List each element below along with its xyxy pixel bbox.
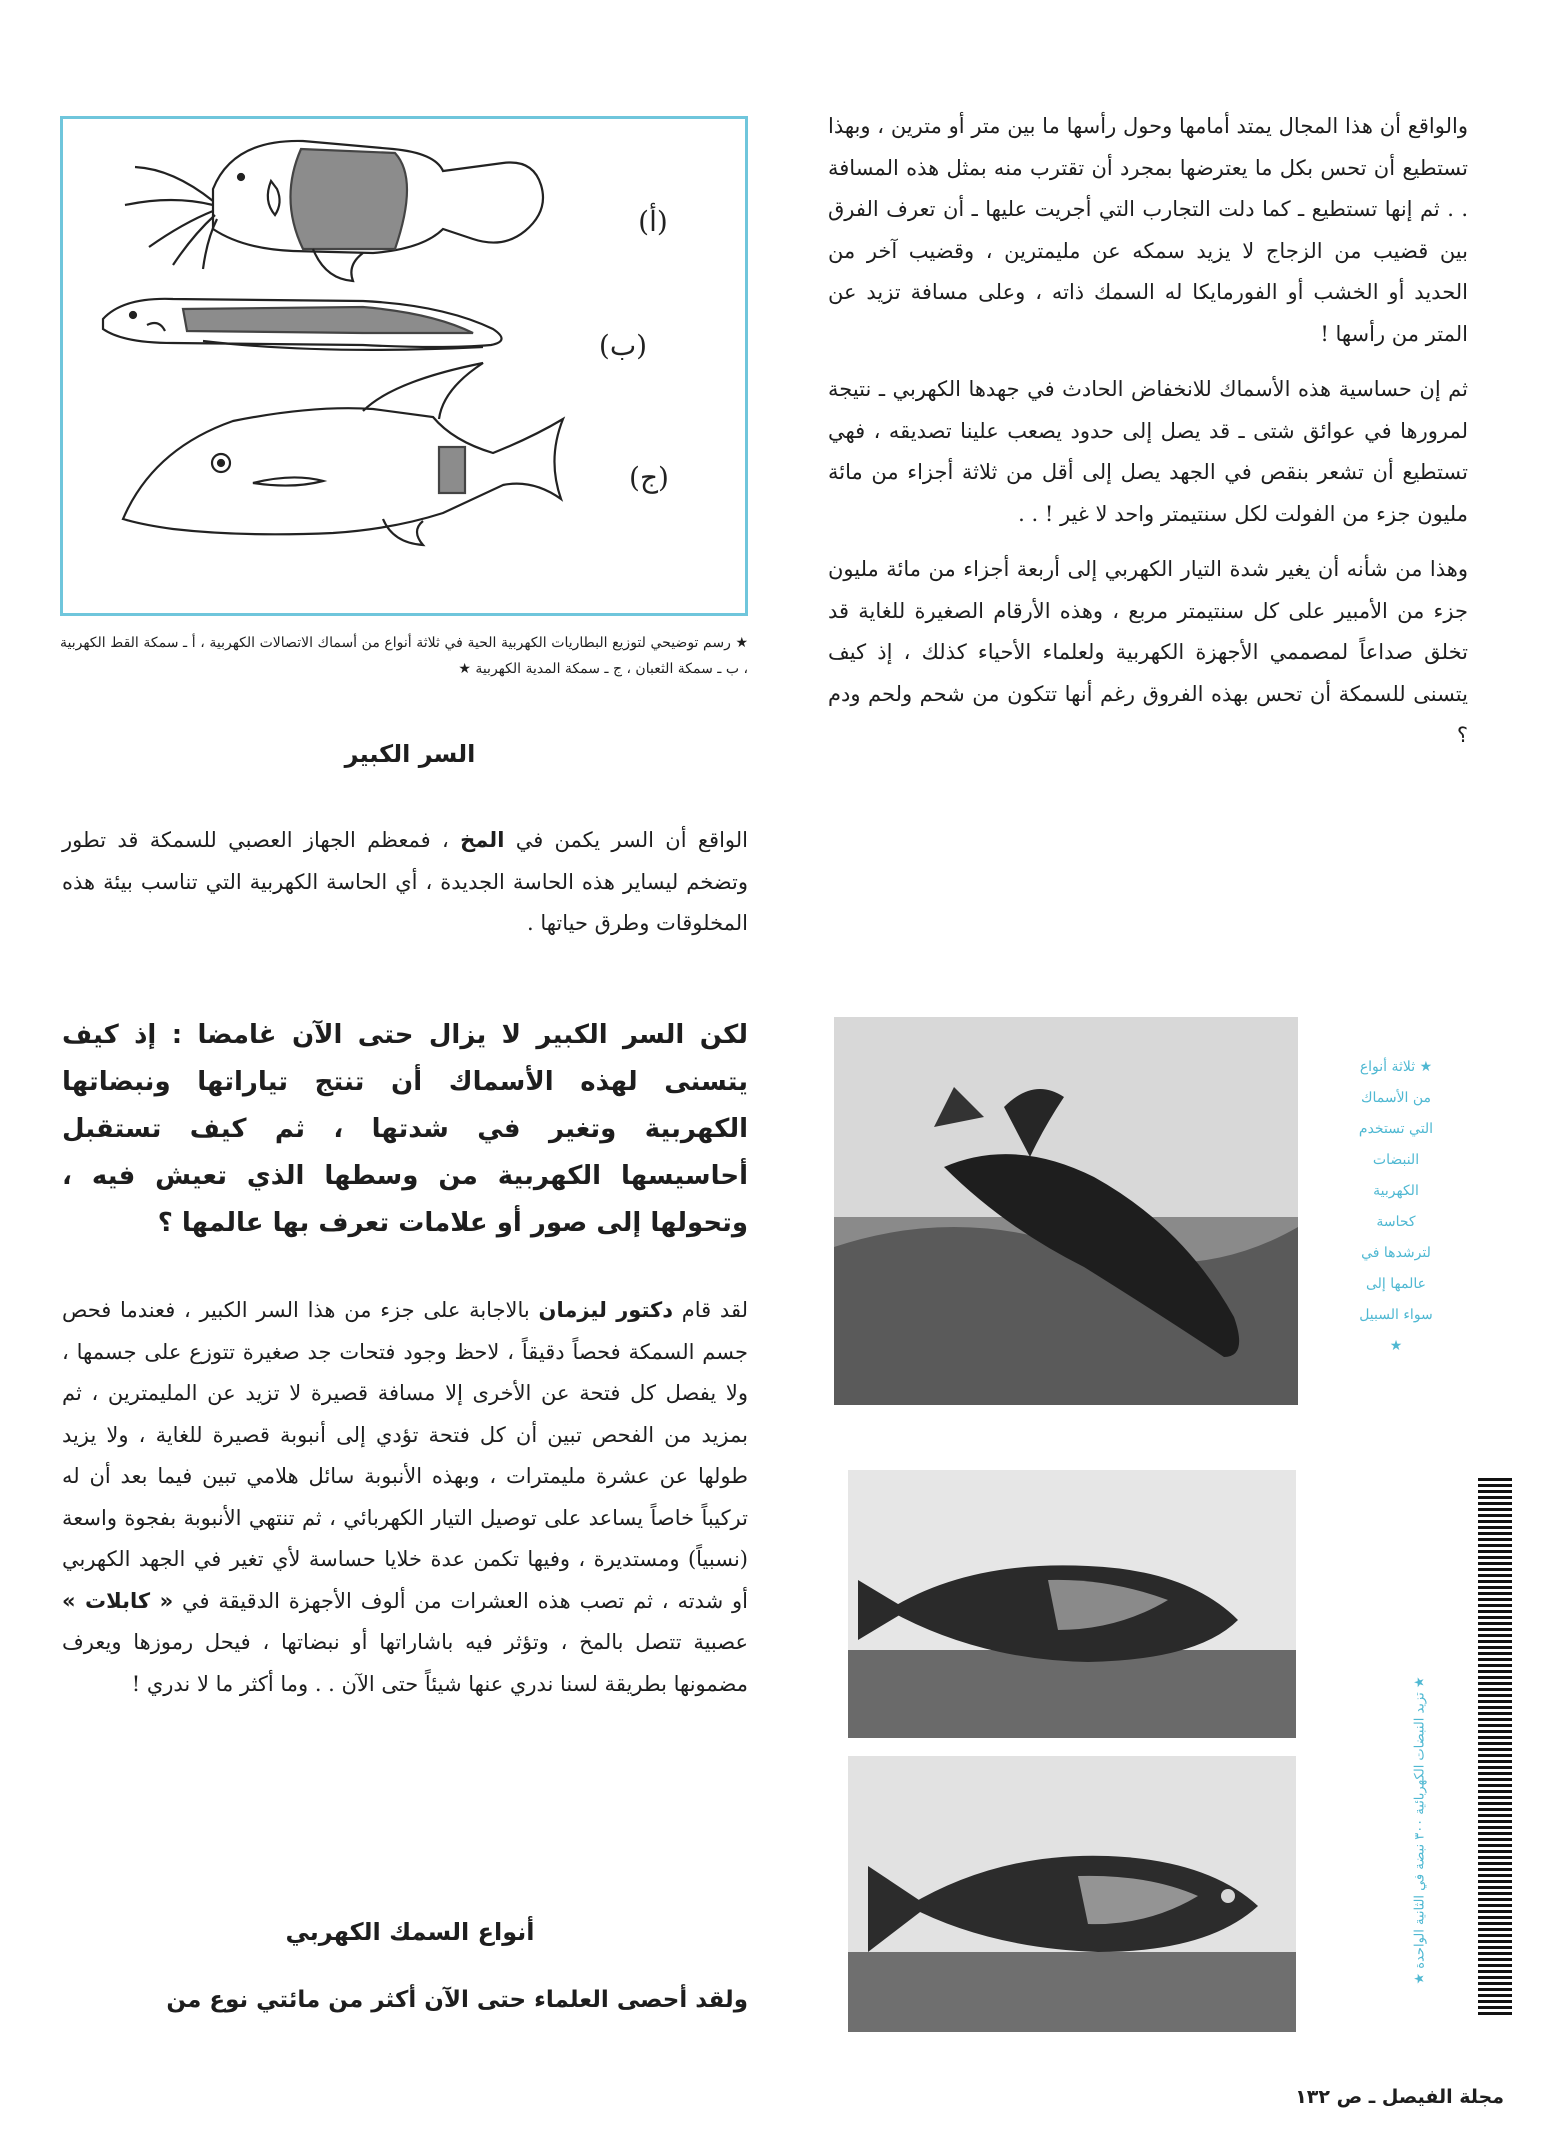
figure-caption: ★ رسم توضيحي لتوزيع البطاريات الكهربية الحية في ثلاثة أنواع من أسماك الاتصالات الكهربية ، أ ـ سمكة القط الكهربية ، ب ـ سمكة الثعبان ، ج ـ سمكة المدية الكهربية ★ [60,635,748,677]
fish-illustration-figure [60,116,748,616]
text-span: بالاجابة على جزء من هذا السر الكبير ، فعندما فحص جسم السمكة فحصاً دقيقاً ، لاحظ وجود فتحات جد صغيرة تتوزع على جسمها ، ولا يفصل كل فتحة عن الأخرى إلا مسافة قصيرة لا تزيد عن المليمترين ، ثم بمزيد من الفحص تبين أن كل فتحة تؤدي إلى أنبوبة قصيرة للغاية ، ولا يزيد طولها عن عشرة مليمترات ، وبهذه الأنبوبة سائل هلامي تبين فيما بعد أن له تركيباً خاصاً يساعد على توصيل التيار الكهربائي ، ثم تنتهي الأنبوبة بفجوة واسعة (نسبياً) ومستديرة ، وفيها تكمن عدة خلايا حساسة لأي تغير في الجهد الكهربي أو شدته ، ثم تصب هذه العشرات من ألوف الأجهزة الدقيقة في [62,1298,748,1613]
elephant-nose-fish-drawing [123,363,563,545]
section-heading: السر الكبير [344,740,476,768]
figure-label-c: (ج) [629,461,669,494]
right-text-column [828,106,1468,757]
paragraph [62,1290,748,1705]
pulse-ruler-graphic [1478,1478,1512,2018]
section-heading: أنواع السمك الكهربي [285,1918,535,1946]
figure-label-a: (أ) [638,205,668,238]
fish-photo-render [834,1017,1298,1405]
fish-line-drawings [63,119,745,613]
text-span: ، فمعظم الجهاز العصبي للسمكة قد تطور وتضخم ليساير هذه الحاسة الجديدة ، أي الحاسة الكهربية التي تناسب بيئة هذه المخلوقات وطرق حياتها . [62,828,748,935]
text-span: الواقع أن السر يكمن في [504,828,748,852]
bold-term: المخ [460,828,505,852]
text-span: عصبية تتصل بالمخ ، وتؤثر فيه باشاراتها أو نبضاتها ، فيحل رموزها ويعرف مضمونها بطريقة لسنا ندري عنها شيئاً حتى الآن . . وما أكثر ما لا ندري ! [62,1630,748,1696]
paragraph: وهذا من شأنه أن يغير شدة التيار الكهربي إلى أربعة أجزاء من مائة مليون جزء من الأمبير على كل سنتيمتر مربع ، وهذه الأرقام الصغيرة للغاية قد تخلق صداعاً لمصممي الأجهزة الكهربية ولعلماء الأحياء كذلك ، إذ كيف يتسنى للسمكة أن تحس بهذه الفروق رغم أنها تتكون من شحم ولحم ودم ؟ [828,557,1468,747]
fish-photo-1 [834,1017,1298,1405]
fish-photo-render [848,1756,1296,2032]
photo-side-caption: ★ ثلاثة أنواع من الأسماك التي تستخدم النبضات الكهربية كحاسة لترشدها في عالمها إلى سواء السبيل ★ [1358,1059,1434,1354]
fish-photo-2 [848,1470,1296,1738]
page-footer: مجلة الفيصل ـ ص ١٣٢ [1295,2086,1504,2108]
text-span: لقد قام [673,1298,748,1322]
paragraph: ولقد أحصى العلماء حتى الآن أكثر من مائتي نوع من [166,1987,748,2013]
highlighted-paragraph: لكن السر الكبير لا يزال حتى الآن غامضا : إذ كيف يتسنى لهذه الأسماك أن تنتج تياراتها ونبضاتها الكهربية وتغير في شدتها ، ثم كيف تستقبل أحاسيسها الكهربية من وسطها الذي تعيش فيه ، وتحولها إلى صور أو علامات تعرف بها عالمها ؟ [62,1020,748,1238]
paragraph [62,820,748,945]
bold-name: دكتور ليزمان [538,1298,674,1322]
figure-label-b: (ب) [598,329,648,362]
fish-photo-3 [848,1756,1296,2032]
paragraph: ثم إن حساسية هذه الأسماك للانخفاض الحادث في جهدها الكهربي ـ نتيجة لمرورها في عوائق شتى ـ قد يصل إلى حدود يصعب علينا تصديقه ، فهي تستطيع أن تشعر بنقص في الجهد يصل إلى أقل من ثلاثة أجزاء من مائة مليون جزء من الفولت لكل سنتيمتر واحد لا غير ! . . [828,377,1468,526]
bold-term: « كابلات » [62,1588,174,1613]
vertical-caption-text: ★ تزيد النبضات الكهربائية ٣٠٠ نبضة في الثانية الواحدة ★ [1412,1676,1428,1984]
paragraph: والواقع أن هذا المجال يمتد أمامها وحول رأسها ما بين متر أو مترين ، وبهذا تستطيع أن تحس بكل ما يعترضها بمجرد أن تقترب منه بمثل هذه المسافة . . ثم إنها تستطيع ـ كما دلت التجارب التي أجريت عليها ـ أن تعرف الفرق بين قضيب من الزجاج لا يزيد سمكه عن مليمترين ، وقضيب آخر من الحديد أو الخشب أو الفورمايكا له السمك ذاته ، وعلى مسافة تزيد عن المتر من رأسها ! [828,114,1468,346]
photo-vertical-caption [1400,1676,1440,1984]
electric-catfish-drawing [125,141,543,281]
electric-eel-drawing [103,299,502,350]
fish-photo-render [848,1470,1296,1738]
